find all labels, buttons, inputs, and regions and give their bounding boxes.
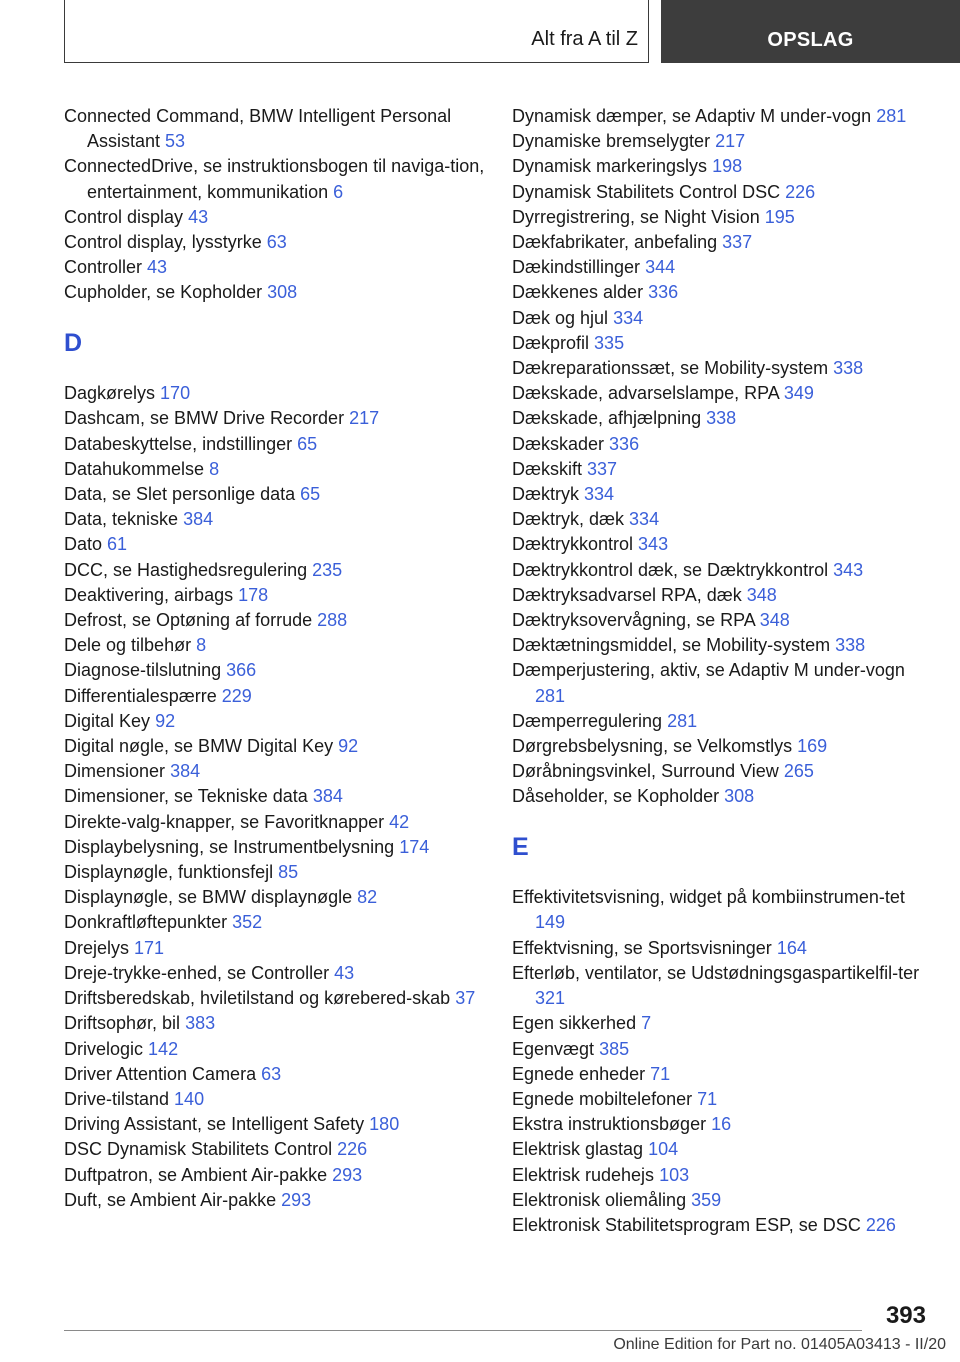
index-entry-page-link[interactable]: 335 [594,332,625,353]
index-entry [64,810,494,835]
index-entry [64,457,494,482]
index-entry [512,633,932,658]
index-entry-page-link[interactable]: 71 [697,1088,718,1109]
index-entry [64,684,494,709]
index-entry [64,784,494,809]
index-entry [512,1037,932,1062]
index-entry [64,1011,494,1036]
index-entry-term: Displaynøgle, se BMW displaynøgle [64,887,353,908]
index-entry [64,759,494,784]
index-entry [64,986,494,1011]
index-entry-term: Driving Assistant, se Intelligent Safety [64,1114,365,1135]
index-entry [512,709,932,734]
index-entry [512,1087,932,1112]
index-entry [512,356,932,381]
index-entry [512,608,932,633]
index-entry-page-link[interactable]: 281 [667,710,698,731]
index-entry-term: Dæktryk, dæk [512,509,625,530]
index-entry [64,709,494,734]
index-entry-term: Dynamisk Stabilitets Control DSC [512,181,781,202]
index-entry-term: Dæktryksovervågning, se RPA [512,610,755,631]
header-tab-opslag[interactable]: OPSLAG [661,0,960,63]
index-entry-page-link[interactable]: 61 [107,534,128,555]
index-entry [64,734,494,759]
index-entry-term: Dashcam, se BMW Drive Recorder [64,408,345,429]
index-entry-term: Cupholder, se Kopholder [64,282,263,303]
index-entry-term: Egenvægt [512,1038,595,1059]
index-entry [64,558,494,583]
index-entry-term: Drejelys [64,937,130,958]
index-entry-page-link[interactable]: 383 [185,1013,216,1034]
index-entry-term: Dæktryk [512,484,579,505]
index-column-left [64,104,494,1213]
index-entry-page-link[interactable]: 338 [706,408,737,429]
index-entry-page-link[interactable]: 149 [535,912,566,933]
index-entry-page-link[interactable]: 336 [648,282,679,303]
index-entry [512,306,932,331]
index-entry-term: Duft, se Ambient Air-pakke [64,1189,277,1210]
index-entry-term: Data, se Slet personlige data [64,484,296,505]
index-column-right [512,104,932,1238]
index-entry-page-link[interactable]: 235 [312,559,343,580]
index-entry-page-link[interactable]: 336 [609,433,640,454]
index-entry-term: Driver Attention Camera [64,1063,257,1084]
index-entry [512,507,932,532]
index-entry-term: Dækskade, afhjælpning [512,408,702,429]
index-entry-page-link[interactable]: 293 [332,1164,363,1185]
index-entry-page-link[interactable]: 180 [369,1114,400,1135]
index-entry-page-link[interactable]: 349 [783,383,814,404]
index-entry [64,936,494,961]
index-entry [64,1112,494,1137]
footer-edition-text: Online Edition for Part no. 01405A03413 - II/20 [613,1336,946,1353]
index-entry-term: Egnede mobiltelefoner [512,1088,693,1109]
index-entry-term: Displaybelysning, se Instrumentbelysning [64,836,395,857]
index-entry-term: Databeskyttelse, indstillinger [64,433,293,454]
index-entry-term: Defrost, se Optøning af forrude [64,610,313,631]
index-entry-page-link[interactable]: 265 [783,761,814,782]
index-entry [512,658,932,708]
index-entry [64,860,494,885]
index-entry [512,154,932,179]
index-entry-term: Connected Command, BMW Intelligent Personal Assistant [64,106,452,152]
index-entry-page-link[interactable]: 334 [613,307,644,328]
index-entry-term: Dækkenes alder [512,282,644,303]
index-entry-term: Dækindstillinger [512,257,641,278]
index-entry-page-link[interactable]: 334 [629,509,660,530]
index-entry-term: Dæk og hjul [512,307,609,328]
index-entry [512,936,932,961]
index-entry-page-link[interactable]: 104 [648,1139,679,1160]
index-entry-page-link[interactable]: 195 [764,206,795,227]
index-entry-page-link[interactable]: 352 [232,912,263,933]
index-entry-term: Elektrisk rudehejs [512,1164,655,1185]
index-entry-term: Digital Key [64,710,151,731]
index-entry [64,1087,494,1112]
index-entry-term: DCC, se Hastighedsregulering [64,559,308,580]
index-entry-term: Dæktryksadvarsel RPA, dæk [512,584,742,605]
index-entry-term: Dimensioner, se Tekniske data [64,786,308,807]
index-entry [512,1137,932,1162]
index-entry-term: Efterløb, ventilator, se Udstødningsgaspartikelfil‐ter [512,962,920,983]
index-entry-term: Donkraftløftepunkter [64,912,228,933]
index-entry-page-link[interactable]: 293 [281,1189,312,1210]
index-entry [64,608,494,633]
index-entry-page-link[interactable]: 321 [535,988,566,1009]
index-entry-term: Control display, lysstyrke [64,232,262,253]
index-entry-page-link[interactable]: 334 [584,484,615,505]
index-entry [512,255,932,280]
page-number: 393 [885,1302,926,1329]
index-entry [512,1112,932,1137]
index-entry-page-link[interactable]: 338 [835,635,866,656]
index-entry-page-link[interactable]: 171 [134,937,165,958]
index-entry-page-link[interactable]: 343 [638,534,669,555]
index-entry [512,885,932,935]
index-entry-term: Dynamisk markeringslys [512,156,708,177]
index-entry-page-link[interactable]: 7 [641,1013,652,1034]
index-entry [512,432,932,457]
index-entry-term: Dæktrykkontrol dæk, se Dæktrykkontrol [512,559,829,580]
index-entry-term: Diagnose-tilslutning [64,660,222,681]
index-entry [512,331,932,356]
index-entry-page-link[interactable]: 384 [312,786,343,807]
index-entry [64,583,494,608]
index-entry [512,230,932,255]
index-entry-page-link[interactable]: 385 [599,1038,630,1059]
index-entry [64,532,494,557]
index-entry-page-link[interactable]: 348 [746,584,777,605]
index-entry-term: Dato [64,534,103,555]
index-entry-page-link[interactable]: 16 [711,1114,732,1135]
index-entry-page-link[interactable]: 281 [876,106,907,126]
index-entry-term: Dækskift [512,458,583,479]
index-entry [512,1188,932,1213]
index-entry-page-link[interactable]: 43 [334,962,355,983]
index-entry-page-link[interactable]: 169 [797,736,828,757]
index-entry-page-link[interactable]: 217 [715,131,746,152]
index-entry-term: Duftpatron, se Ambient Air-pakke [64,1164,328,1185]
index-entry-page-link[interactable]: 43 [147,257,168,278]
index-entry-term: Dørgrebsbelysning, se Velkomstlys [512,736,793,757]
index-entry-page-link[interactable]: 281 [535,685,566,706]
index-entry-term: Differentialespærre [64,685,217,706]
index-entry [64,835,494,860]
index-entry [64,507,494,532]
index-entry-term: Dagkørelys [64,383,156,404]
index-entry-term: DSC Dynamisk Stabilitets Control [64,1139,333,1160]
index-entry-term: Elektronisk Stabilitetsprogram ESP, se DSC [512,1214,861,1235]
index-entry-page-link[interactable]: 359 [691,1189,722,1210]
index-entry-page-link[interactable]: 343 [833,559,864,580]
index-entry-term: Ekstra instruktionsbøger [512,1114,707,1135]
index-entry-term: Dækskade, advarselslampe, RPA [512,383,779,404]
index-entry-page-link[interactable]: 308 [267,282,298,303]
index-entry-term: Deaktivering, airbags [64,584,234,605]
index-entry [512,784,932,809]
index-entry-term: Datahukommelse [64,458,205,479]
index-entry-page-link[interactable]: 140 [174,1088,205,1109]
index-entry-page-link[interactable]: 103 [659,1164,690,1185]
index-entry-term: Dæktætningsmiddel, se Mobility-system [512,635,831,656]
index-entry-term: Dynamiske bremselygter [512,131,711,152]
index-entry-page-link[interactable]: 164 [776,937,807,958]
index-entry-term: Dynamisk dæmper, se Adaptiv M under‐vogn [512,106,872,126]
index-entry-term: Dimensioner [64,761,166,782]
index-entry [64,1137,494,1162]
index-entry [64,230,494,255]
index-entry [512,104,932,129]
index-entry [512,759,932,784]
index-entry [512,1011,932,1036]
index-entry-term: Dyrregistrering, se Night Vision [512,206,760,227]
index-entry-term: Effektvisning, se Sportsvisninger [512,937,772,958]
index-entry-page-link[interactable]: 337 [587,458,618,479]
index-entry-page-link[interactable]: 178 [238,584,269,605]
index-entry-page-link[interactable]: 384 [170,761,201,782]
index-entry-page-link[interactable]: 308 [724,786,755,807]
index-entry [512,406,932,431]
index-entry-term: Elektronisk oliemåling [512,1189,687,1210]
index-entry-term: Dæmperjustering, aktiv, se Adaptiv M under‐vogn [512,660,905,681]
index-entry-term: Driftsophør, bil [64,1013,181,1034]
index-entry-page-link[interactable]: 6 [333,181,344,202]
index-entry-page-link[interactable]: 65 [297,433,318,454]
index-entry-term: Elektrisk glastag [512,1139,644,1160]
index-entry-term: Dækprofil [512,332,590,353]
index-entry-page-link[interactable]: 63 [261,1063,282,1084]
index-entry-term: Digital nøgle, se BMW Digital Key [64,736,334,757]
index-entry [64,910,494,935]
index-entry-page-link[interactable]: 37 [455,988,476,1009]
index-entry [64,406,494,431]
footer-divider [64,1330,862,1331]
index-entry-page-link[interactable]: 288 [317,610,348,631]
index-entry-term: Dæktrykkontrol [512,534,634,555]
index-entry-page-link[interactable]: 92 [155,710,176,731]
index-entry [64,104,494,154]
index-entry [512,532,932,557]
index-entry [64,255,494,280]
index-entry [64,885,494,910]
index-entry-page-link[interactable]: 65 [300,484,321,505]
index-entry-term: Drive-tilstand [64,1088,170,1109]
index-entry-page-link[interactable]: 174 [399,836,430,857]
index-entry-page-link[interactable]: 366 [226,660,257,681]
index-entry [64,432,494,457]
index-entry-page-link[interactable]: 82 [357,887,378,908]
index-entry-page-link[interactable]: 226 [865,1214,896,1235]
index-entry [64,1037,494,1062]
index-entry [512,734,932,759]
index-entry [64,381,494,406]
index-entry-page-link[interactable]: 217 [349,408,380,429]
index-entry-page-link[interactable]: 63 [266,232,287,253]
index-entry [512,1163,932,1188]
index-entry-page-link[interactable]: 92 [338,736,359,757]
index-entry [64,205,494,230]
index-entry-page-link[interactable]: 226 [337,1139,368,1160]
index-entry-page-link[interactable]: 71 [650,1063,671,1084]
index-entry-page-link[interactable]: 53 [165,131,186,152]
index-entry [512,1062,932,1087]
index-entry [512,381,932,406]
index-entry-term: Egen sikkerhed [512,1013,637,1034]
index-entry-page-link[interactable]: 42 [389,811,410,832]
index-entry-term: Dåseholder, se Kopholder [512,786,720,807]
index-entry-term: Control display [64,206,184,227]
index-entry-term: Dækreparationssæt, se Mobility-system [512,358,829,379]
index-entry [512,961,932,1011]
index-entry-page-link[interactable]: 8 [209,458,220,479]
index-entry-page-link[interactable]: 43 [188,206,209,227]
index-entry-page-link[interactable]: 229 [221,685,252,706]
index-entry-page-link[interactable]: 384 [183,509,214,530]
index-entry [512,1213,932,1238]
index-entry-page-link[interactable]: 8 [196,635,207,656]
index-entry-page-link[interactable]: 226 [785,181,816,202]
index-entry [64,1062,494,1087]
index-entry-page-link[interactable]: 348 [759,610,790,631]
index-entry [512,129,932,154]
index-entry [512,180,932,205]
index-entry [512,205,932,230]
index-entry [64,658,494,683]
index-entry [64,482,494,507]
index-entry-term: Dæmperregulering [512,710,663,731]
index-entry-term: Driftsberedskab, hviletilstand og kørebered‐skab [64,988,451,1009]
index-entry [512,558,932,583]
index-entry-page-link[interactable]: 337 [722,232,753,253]
index-entry-term: Dækfabrikater, anbefaling [512,232,718,253]
index-entry-page-link[interactable]: 338 [833,358,864,379]
index-entry [512,583,932,608]
index-entry [64,633,494,658]
index-entry [512,457,932,482]
index-entry [64,1163,494,1188]
index-entry-term: Dreje-trykke-enhed, se Controller [64,962,330,983]
index-entry-term: Døråbningsvinkel, Surround View [512,761,779,782]
index-entry [64,961,494,986]
index-entry [64,1188,494,1213]
index-entry-page-link[interactable]: 170 [160,383,191,404]
index-entry [64,154,494,204]
index-entry-term: Effektivitetsvisning, widget på kombiinstrumen‐tet [512,887,905,908]
index-entry-term: Direkte-valg-knapper, se Favoritknapper [64,811,385,832]
index-entry-term: Data, tekniske [64,509,179,530]
index-entry-page-link[interactable]: 344 [645,257,676,278]
index-entry-page-link[interactable]: 142 [148,1038,179,1059]
index-entry [512,482,932,507]
index-entry-term: Controller [64,257,143,278]
index-entry-term: Dækskader [512,433,605,454]
index-entry-page-link[interactable]: 85 [278,862,299,883]
index-entry-term: Dele og tilbehør [64,635,192,656]
index-entry-term: Displaynøgle, funktionsfejl [64,862,274,883]
index-entry-term: Drivelogic [64,1038,144,1059]
index-entry [64,280,494,305]
index-entry [512,280,932,305]
index-entry-term: Egnede enheder [512,1063,646,1084]
header-section-title: Alt fra A til Z [531,28,638,50]
index-letter-heading: E [512,832,529,861]
index-entry-term: ConnectedDrive, se instruktionsbogen til naviga‐tion, entertainment, kommunikation [64,156,485,202]
index-letter-heading: D [64,328,83,357]
index-entry-page-link[interactable]: 198 [712,156,743,177]
